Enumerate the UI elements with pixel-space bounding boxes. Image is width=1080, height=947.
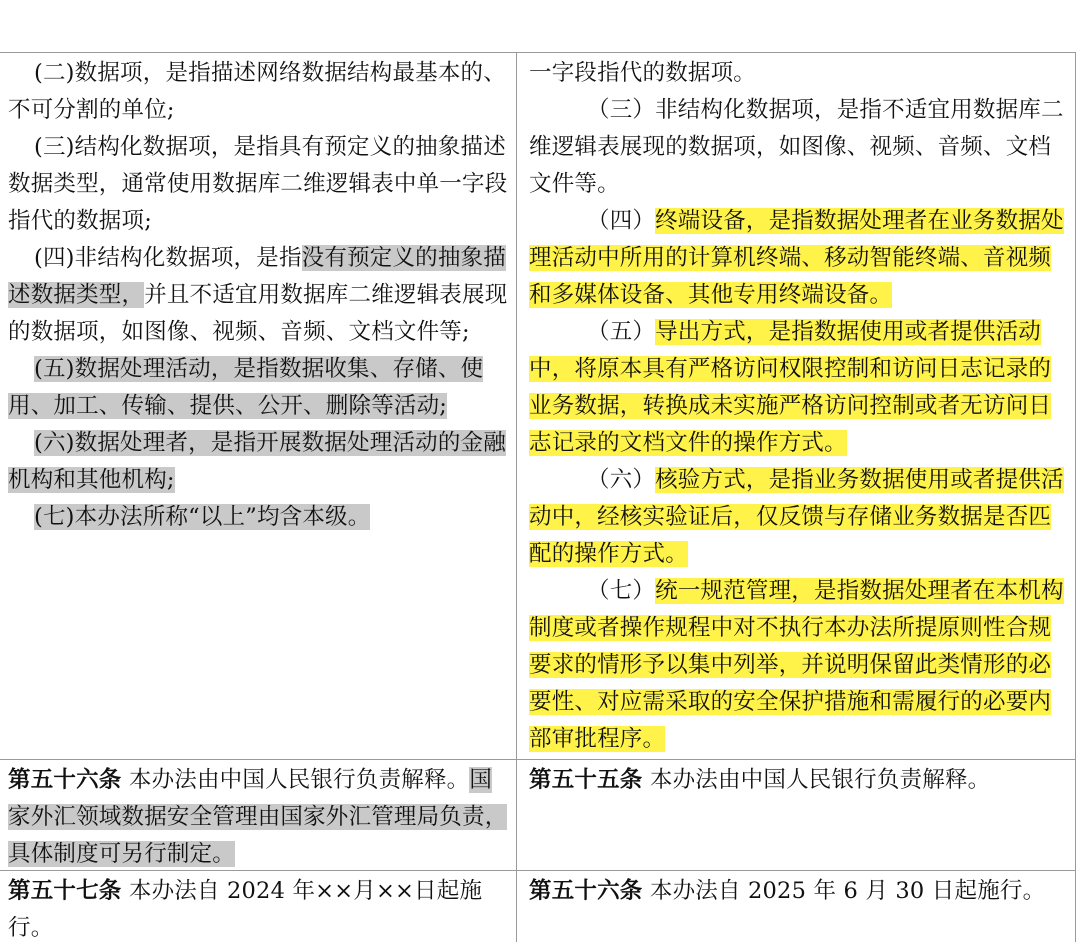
clause-7-new: （七）统一规范管理，是指数据处理者在本机构制度或者操作规程中对不执行本办法所提原则性合规要求的情形予以集中列举，并说明保留此类情形的必要性、对应需采取的安全保护措施和需履行的必要内部审批程序。 xyxy=(529,578,1064,752)
clause-7-old: (七)本办法所称“以上”均含本级。 xyxy=(34,504,371,530)
clause-6-new: （六）核验方式，是指业务数据使用或者提供活动中，经核实验证后，仅反馈与存储业务数据是否匹配的操作方式。 xyxy=(529,467,1064,567)
row-divider-1 xyxy=(0,759,1076,760)
article-title: 第五十六条 xyxy=(529,878,643,904)
clause-3-old: (三)结构化数据项，是指具有预定义的抽象描述数据类型，通常使用数据库二维逻辑表中单一字段指代的数据项; xyxy=(8,134,508,234)
clause-6-old: (六)数据处理者，是指开展数据处理活动的金融机构和其他机构; xyxy=(8,430,506,493)
new-version-definitions xyxy=(529,55,1064,758)
article-56-new: 第五十六条 本办法自 2025 年 6 月 30 日起施行。 xyxy=(529,878,1046,904)
added-text-highlight: 终端设备，是指数据处理者在业务数据处理活动中所用的计算机终端、移动智能终端、音视频和多媒体设备、其他专用终端设备。 xyxy=(529,208,1064,308)
clause-4-old: (四)非结构化数据项，是指没有预定义的抽象描述数据类型，并且不适宜用数据库二维逻辑表展现的数据项，如图像、视频、音频、文档文件等; xyxy=(8,245,508,345)
old-version-definitions xyxy=(8,55,508,536)
clause-5-old: (五)数据处理活动，是指数据收集、存储、使用、加工、传输、提供、公开、删除等活动; xyxy=(8,356,484,419)
article-55-new: 第五十五条 本办法由中国人民银行负责解释。 xyxy=(529,767,991,793)
deleted-text-highlight: 没有预定义的抽象描述数据类型， xyxy=(8,245,506,308)
definitions-row xyxy=(0,55,1076,755)
table-border-top xyxy=(0,52,1076,53)
clause-5-new: （五）导出方式，是指数据使用或者提供活动中，将原本具有严格访问权限控制和访问日志记录的业务数据，转换成未实施严格访问控制或者无访问日志记录的文档文件的操作方式。 xyxy=(529,319,1052,456)
article-title: 第五十五条 xyxy=(529,767,643,793)
effective-date-row xyxy=(0,873,1076,943)
article-57-old: 第五十七条 本办法自 2024 年××月××日起施行。 xyxy=(8,878,483,941)
article-title: 第五十七条 xyxy=(8,878,122,904)
clause-continued-new: 一字段指代的数据项。 xyxy=(529,60,757,86)
clause-4-new: （四）终端设备，是指数据处理者在业务数据处理活动中所用的计算机终端、移动智能终端、音视频和多媒体设备、其他专用终端设备。 xyxy=(529,208,1064,308)
clause-2-old: (二)数据项，是指描述网络数据结构最基本的、不可分割的单位; xyxy=(8,60,506,123)
interpretation-row xyxy=(0,762,1076,867)
article-title: 第五十六条 xyxy=(8,767,122,793)
clause-3-new: （三）非结构化数据项，是指不适宜用数据库二维逻辑表展现的数据项，如图像、视频、音频、文档文件等。 xyxy=(529,97,1064,197)
article-56-old: 第五十六条 本办法由中国人民银行负责解释。国家外汇领域数据安全管理由国家外汇管理局负责，具体制度可另行制定。 xyxy=(8,767,508,867)
